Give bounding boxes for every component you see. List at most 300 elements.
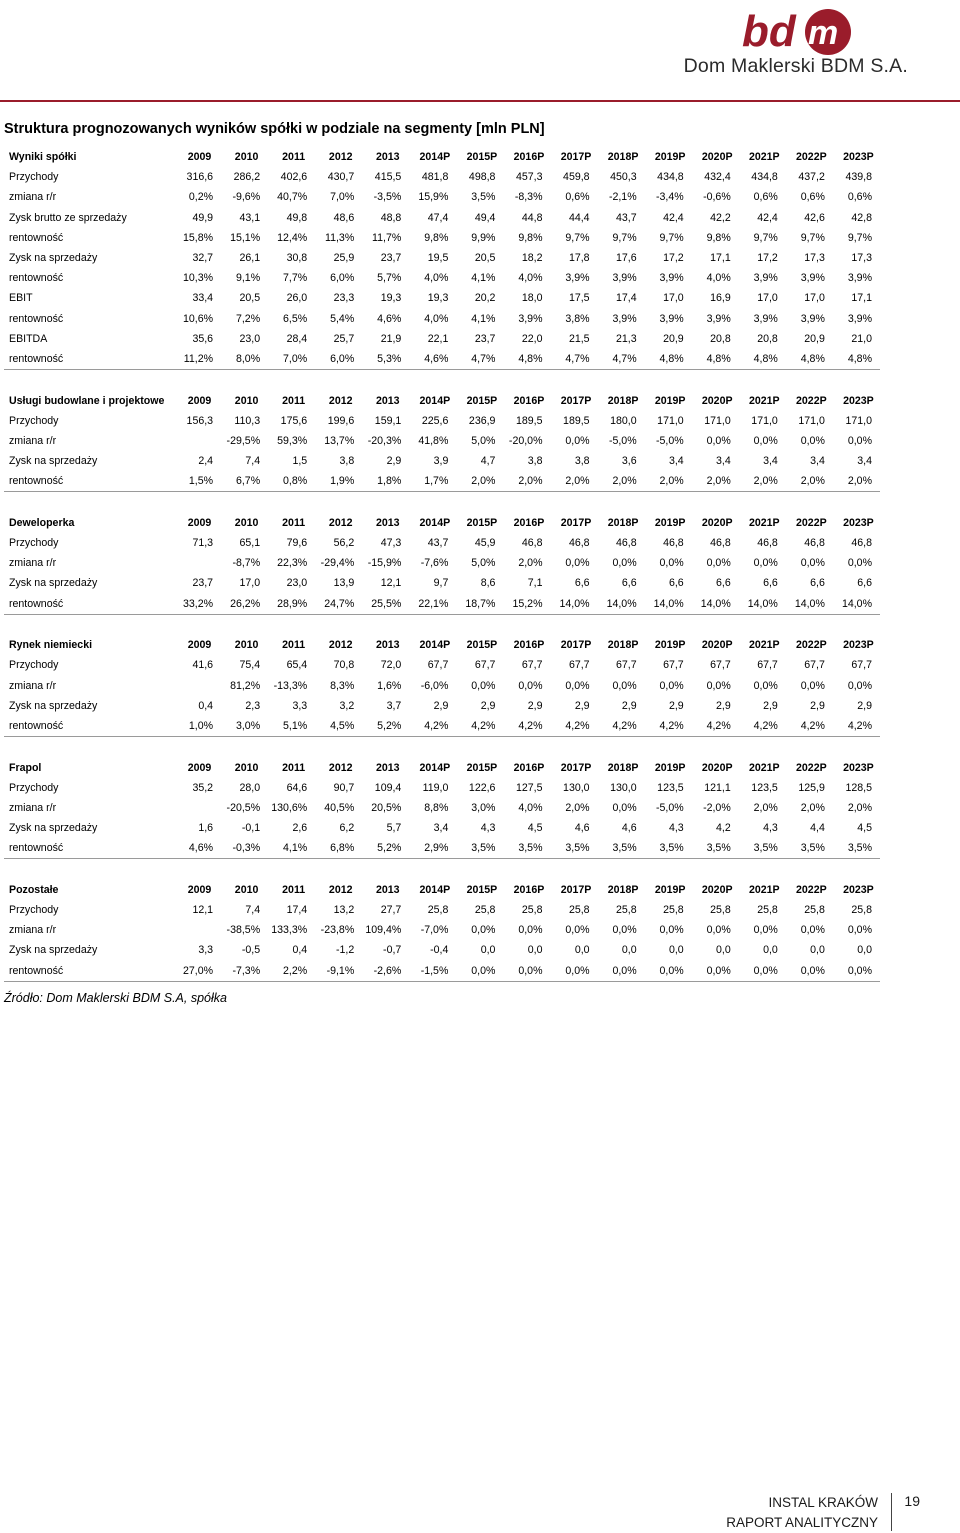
value-cell: 0,0: [621, 944, 637, 957]
value-cell: 0,0%: [503, 961, 550, 982]
row-label: rentowność: [9, 231, 64, 244]
value-cell: 4,5: [527, 822, 543, 835]
value-cell: 4,5: [857, 822, 872, 835]
value-cell: 3,9%: [800, 312, 825, 325]
value-cell: 171,0: [798, 414, 825, 427]
value-cell: -8,3%: [514, 191, 543, 204]
value-cell: 0,0%: [847, 924, 872, 937]
row-label: rentowność: [4, 961, 174, 982]
row-label: EBIT: [9, 292, 33, 305]
value-cell: 67,7: [710, 659, 731, 672]
value-cell: 67,7: [851, 659, 872, 672]
value-cell: 6,2: [339, 822, 355, 835]
year-header: 2017P: [560, 151, 592, 164]
value-cell: 46,8: [804, 537, 825, 550]
value-cell: 2,0%: [503, 471, 550, 492]
value-cell: 0,0%: [800, 924, 825, 937]
value-cell: 2,0%: [847, 801, 872, 814]
value-cell: 3,4: [857, 455, 872, 468]
value-cell: 121,1: [704, 781, 731, 794]
value-cell: 23,7: [474, 332, 496, 345]
value-cell: 4,0%: [518, 272, 543, 285]
value-cell: 25,8: [427, 904, 449, 917]
value-cell: 25,8: [757, 904, 778, 917]
value-cell: 4,0%: [424, 272, 449, 285]
header-rule: [0, 100, 960, 102]
spacer-row: [4, 614, 880, 635]
value-cell: 123,5: [751, 781, 778, 794]
value-cell: 0,0%: [565, 924, 590, 937]
value-cell: 125,9: [798, 781, 825, 794]
value-cell: 171,0: [704, 414, 731, 427]
row-label: rentowność: [4, 838, 174, 859]
value-cell: 5,7: [386, 822, 402, 835]
year-header: 2009: [187, 394, 212, 407]
year-header: 2022P: [796, 394, 827, 407]
value-cell: 28,4: [286, 332, 308, 345]
table-row: [4, 288, 880, 308]
year-header: 2009: [187, 761, 212, 774]
value-cell: 3,9%: [612, 312, 637, 325]
value-cell: 11,3%: [324, 231, 355, 244]
value-cell: [174, 798, 221, 818]
year-header: 2023P: [843, 761, 874, 774]
value-cell: 0,6%: [565, 191, 590, 204]
table-row: [4, 451, 880, 471]
year-header: 2014P: [419, 516, 451, 529]
value-cell: 5,2%: [362, 716, 409, 737]
value-cell: 17,4: [616, 292, 637, 305]
value-cell: 3,5%: [456, 838, 503, 859]
value-cell: 46,8: [663, 537, 684, 550]
value-cell: 0,0%: [518, 679, 543, 692]
value-cell: 35,6: [192, 332, 214, 345]
value-cell: 20,5: [239, 292, 261, 305]
value-cell: 33,4: [192, 292, 214, 305]
value-cell: 9,8%: [518, 231, 543, 244]
value-cell: 4,6: [574, 822, 590, 835]
segment-header-row: [4, 880, 880, 900]
value-cell: 22,0: [521, 332, 543, 345]
value-cell: 0,0%: [659, 679, 684, 692]
year-header: 2018P: [607, 151, 639, 164]
table-row: [4, 228, 880, 248]
value-cell: 3,5%: [739, 838, 786, 859]
value-cell: 439,8: [845, 171, 872, 184]
year-header: 2016P: [513, 639, 545, 652]
value-cell: 1,6: [198, 822, 214, 835]
table-row: [4, 900, 880, 920]
value-cell: 7,0%: [268, 349, 315, 370]
value-cell: 159,1: [374, 414, 402, 427]
value-cell: 42,4: [663, 211, 684, 224]
value-cell: 9,7%: [565, 231, 590, 244]
value-cell: 25,8: [710, 904, 731, 917]
value-cell: 4,2%: [786, 716, 833, 737]
value-cell: -0,7: [383, 944, 402, 957]
spacer-row: [4, 737, 880, 758]
year-header: 2011: [282, 516, 306, 529]
year-header: 2023P: [843, 639, 874, 652]
value-cell: 9,7%: [659, 231, 684, 244]
spacer-cell: [4, 370, 880, 391]
value-cell: 9,9%: [471, 231, 496, 244]
year-header: 2015P: [466, 394, 498, 407]
year-header: 2019P: [654, 761, 686, 774]
value-cell: 4,2%: [692, 716, 739, 737]
row-label: Przychody: [9, 659, 59, 672]
value-cell: 130,0: [563, 781, 590, 794]
value-cell: 6,6: [621, 577, 637, 590]
year-header: 2011: [282, 151, 306, 164]
year-header: 2011: [282, 639, 306, 652]
value-cell: 0,0%: [565, 434, 590, 447]
value-cell: 415,5: [374, 171, 402, 184]
value-cell: 18,0: [521, 292, 543, 305]
value-cell: 18,2: [521, 252, 543, 265]
value-cell: 3,9%: [847, 312, 872, 325]
year-header: 2017P: [560, 883, 592, 896]
value-cell: 0,0%: [753, 679, 778, 692]
value-cell: 3,9%: [800, 272, 825, 285]
value-cell: 25,8: [474, 904, 496, 917]
value-cell: 457,3: [515, 171, 543, 184]
value-cell: 20,9: [804, 332, 825, 345]
value-cell: 56,2: [333, 537, 355, 550]
value-cell: 122,6: [468, 781, 496, 794]
segment-name: Usługi budowlane i projektowe: [9, 394, 165, 407]
spacer-cell: [4, 859, 880, 880]
value-cell: 72,0: [380, 659, 402, 672]
value-cell: 3,2: [339, 699, 355, 712]
year-header: 2013: [375, 394, 400, 407]
footer-report-info: [726, 1493, 878, 1533]
value-cell: 3,8%: [565, 312, 590, 325]
value-cell: -20,3%: [367, 434, 402, 447]
value-cell: 67,7: [616, 659, 637, 672]
value-cell: 27,7: [380, 904, 402, 917]
value-cell: -5,0%: [656, 434, 684, 447]
value-cell: 4,2%: [456, 716, 503, 737]
year-header: 2011: [282, 761, 306, 774]
value-cell: 81,2%: [230, 679, 261, 692]
value-cell: 20,9: [663, 332, 684, 345]
value-cell: 2,0%: [518, 557, 543, 570]
row-label: Zysk na sprzedaży: [9, 822, 98, 835]
value-cell: 14,0%: [645, 594, 692, 615]
value-cell: 0,0%: [753, 434, 778, 447]
value-cell: 437,2: [798, 171, 825, 184]
value-cell: -0,5: [241, 944, 261, 957]
value-cell: 46,8: [521, 537, 543, 550]
year-header: 2016P: [513, 151, 545, 164]
value-cell: 2,0%: [598, 471, 645, 492]
value-cell: 3,5%: [645, 838, 692, 859]
value-cell: 4,8%: [692, 349, 739, 370]
value-cell: 7,4: [245, 455, 261, 468]
value-cell: 17,5: [568, 292, 590, 305]
year-header: 2013: [375, 516, 400, 529]
value-cell: 0,0: [527, 944, 543, 957]
value-cell: 119,0: [422, 781, 449, 794]
year-header: 2015P: [466, 151, 498, 164]
year-header: 2015P: [466, 883, 498, 896]
year-header: 2018P: [607, 761, 639, 774]
year-header: 2012: [328, 761, 353, 774]
value-cell: -0,6%: [703, 191, 731, 204]
value-cell: 1,9%: [315, 471, 362, 492]
value-cell: 25,8: [616, 904, 637, 917]
value-cell: 17,1: [851, 292, 872, 305]
value-cell: 0,0%: [847, 679, 872, 692]
value-cell: 4,8%: [645, 349, 692, 370]
value-cell: 0,0%: [739, 961, 786, 982]
year-header: 2009: [187, 151, 212, 164]
value-cell: 189,5: [563, 414, 590, 427]
value-cell: 4,7: [480, 455, 496, 468]
value-cell: 13,9: [333, 577, 355, 590]
year-header: 2013: [375, 639, 400, 652]
year-header: 2010: [234, 516, 259, 529]
value-cell: 3,4: [763, 455, 778, 468]
value-cell: 7,1: [527, 577, 543, 590]
value-cell: 8,3%: [330, 679, 355, 692]
segment-block: [4, 635, 880, 736]
year-header: 2019P: [654, 883, 686, 896]
value-cell: 402,6: [280, 171, 308, 184]
table-row: [4, 920, 880, 940]
value-cell: 9,7%: [800, 231, 825, 244]
table-row: [4, 208, 880, 228]
year-header: 2010: [234, 761, 259, 774]
value-cell: -7,0%: [420, 924, 449, 937]
brand-name: Dom Maklerski BDM S.A.: [683, 55, 908, 77]
value-cell: -2,1%: [608, 191, 637, 204]
value-cell: 28,9%: [268, 594, 315, 615]
value-cell: 4,8%: [786, 349, 833, 370]
value-cell: 4,7%: [551, 349, 598, 370]
value-cell: 0,0: [716, 944, 731, 957]
value-cell: 12,1: [380, 577, 402, 590]
value-cell: 30,8: [286, 252, 308, 265]
value-cell: 434,8: [657, 171, 684, 184]
value-cell: 236,9: [468, 414, 496, 427]
value-cell: 175,6: [280, 414, 308, 427]
value-cell: 4,4: [810, 822, 825, 835]
segment-block: [4, 757, 880, 858]
row-label: rentowność: [9, 312, 64, 325]
value-cell: 70,8: [333, 659, 355, 672]
year-header: 2018P: [607, 883, 639, 896]
year-header: 2009: [187, 883, 212, 896]
value-cell: 0,0%: [612, 557, 637, 570]
value-cell: 109,4%: [365, 924, 402, 937]
value-cell: [174, 431, 221, 451]
value-cell: 49,9: [192, 211, 214, 224]
value-cell: 20,5%: [371, 801, 402, 814]
year-header: 2023P: [843, 516, 874, 529]
value-cell: -1,5%: [409, 961, 456, 982]
year-header: 2010: [234, 639, 259, 652]
value-cell: 0,0%: [800, 679, 825, 692]
value-cell: 6,0%: [330, 272, 355, 285]
value-cell: 23,0: [286, 577, 308, 590]
year-header: 2021P: [748, 639, 780, 652]
value-cell: 67,7: [568, 659, 590, 672]
value-cell: 3,4: [433, 822, 449, 835]
value-cell: 199,6: [327, 414, 355, 427]
value-cell: 20,2: [474, 292, 496, 305]
value-cell: 2,0%: [692, 471, 739, 492]
segments-table: [4, 147, 880, 982]
value-cell: 432,4: [704, 171, 731, 184]
value-cell: 67,7: [804, 659, 825, 672]
value-cell: 33,2%: [174, 594, 221, 615]
value-cell: 2,6: [292, 822, 308, 835]
value-cell: 6,6: [716, 577, 731, 590]
value-cell: 26,0: [286, 292, 308, 305]
value-cell: 41,6: [192, 659, 214, 672]
row-label: rentowność: [4, 349, 174, 370]
value-cell: -29,5%: [226, 434, 261, 447]
table-row: [4, 818, 880, 838]
value-cell: 12,1: [192, 904, 214, 917]
value-cell: 0,0%: [471, 924, 496, 937]
value-cell: 14,0%: [833, 594, 880, 615]
value-cell: [174, 675, 221, 695]
year-header: 2012: [328, 151, 353, 164]
value-cell: 0,0%: [659, 924, 684, 937]
table-row: [4, 167, 880, 187]
value-cell: 3,8: [574, 455, 590, 468]
segment-block: [4, 880, 880, 981]
value-cell: 14,0%: [692, 594, 739, 615]
value-cell: 6,6: [574, 577, 590, 590]
value-cell: 4,2%: [551, 716, 598, 737]
value-cell: 14,0%: [786, 594, 833, 615]
value-cell: 15,1%: [230, 231, 261, 244]
value-cell: -1,2: [335, 944, 355, 957]
value-cell: 2,9: [763, 699, 778, 712]
value-cell: 46,8: [710, 537, 731, 550]
year-header: 2020P: [701, 639, 733, 652]
value-cell: 1,5%: [174, 471, 221, 492]
value-cell: 4,7%: [598, 349, 645, 370]
row-label: zmiana r/r: [9, 191, 57, 204]
value-cell: 21,3: [616, 332, 637, 345]
page-number: 19: [904, 1493, 920, 1509]
value-cell: 40,5%: [324, 801, 355, 814]
value-cell: 67,7: [427, 659, 449, 672]
value-cell: -0,1: [241, 822, 261, 835]
value-cell: 4,1%: [471, 272, 496, 285]
value-cell: 3,8: [527, 455, 543, 468]
value-cell: 0,0%: [786, 961, 833, 982]
value-cell: 21,5: [568, 332, 590, 345]
value-cell: 26,2%: [221, 594, 268, 615]
value-cell: 2,9: [668, 699, 684, 712]
value-cell: 6,6: [668, 577, 684, 590]
value-cell: 2,9: [810, 699, 825, 712]
year-header: 2022P: [796, 883, 827, 896]
value-cell: 9,8%: [706, 231, 731, 244]
svg-text:m: m: [808, 14, 839, 52]
value-cell: 4,6%: [377, 312, 402, 325]
value-cell: 128,5: [845, 781, 872, 794]
row-label: Przychody: [9, 537, 59, 550]
value-cell: 0,0%: [800, 557, 825, 570]
value-cell: 4,0%: [706, 272, 731, 285]
value-cell: 0,0%: [706, 924, 731, 937]
value-cell: 2,0%: [456, 471, 503, 492]
segment-spacer: [4, 614, 880, 635]
value-cell: 17,3: [804, 252, 825, 265]
value-cell: 0,0%: [645, 961, 692, 982]
segment-header-row: [4, 390, 880, 410]
value-cell: 171,0: [751, 414, 778, 427]
value-cell: 41,8%: [418, 434, 449, 447]
segment-name: Deweloperka: [9, 516, 75, 529]
value-cell: 3,4: [668, 455, 684, 468]
year-header: 2018P: [607, 516, 639, 529]
value-cell: 67,7: [663, 659, 684, 672]
value-cell: 4,1%: [268, 838, 315, 859]
value-cell: 0,4: [292, 944, 308, 957]
value-cell: 6,8%: [315, 838, 362, 859]
value-cell: 4,2%: [503, 716, 550, 737]
value-cell: 130,0: [610, 781, 637, 794]
value-cell: 109,4: [374, 781, 402, 794]
value-cell: 2,0%: [739, 471, 786, 492]
value-cell: 430,7: [327, 171, 355, 184]
value-cell: 42,8: [851, 211, 872, 224]
value-cell: 19,3: [427, 292, 449, 305]
value-cell: 5,0%: [471, 434, 496, 447]
footer-report-type: RAPORT ANALITYCZNY: [726, 1515, 878, 1530]
year-header: 2014P: [419, 394, 451, 407]
year-header: 2017P: [560, 639, 592, 652]
value-cell: 17,4: [286, 904, 308, 917]
year-header: 2010: [234, 151, 259, 164]
segment-name: Pozostałe: [9, 883, 59, 896]
year-header: 2011: [282, 883, 306, 896]
value-cell: 3,5%: [551, 838, 598, 859]
table-row: [4, 248, 880, 268]
row-label: Przychody: [9, 904, 59, 917]
value-cell: 8,0%: [221, 349, 268, 370]
segment-spacer: [4, 737, 880, 758]
value-cell: 44,4: [568, 211, 590, 224]
value-cell: 0,6%: [753, 191, 778, 204]
table-row: [4, 553, 880, 573]
value-cell: 8,8%: [424, 801, 449, 814]
value-cell: 0,0%: [565, 679, 590, 692]
value-cell: 3,4: [716, 455, 731, 468]
value-cell: 71,3: [192, 537, 214, 550]
year-header: 2020P: [701, 394, 733, 407]
value-cell: 43,1: [239, 211, 261, 224]
value-cell: 3,9%: [565, 272, 590, 285]
segment-block: [4, 513, 880, 614]
value-cell: 481,8: [421, 171, 449, 184]
value-cell: 4,2%: [645, 716, 692, 737]
value-cell: 3,3: [292, 699, 308, 712]
spacer-row: [4, 859, 880, 880]
value-cell: 59,3%: [277, 434, 308, 447]
value-cell: 0,0%: [847, 557, 872, 570]
value-cell: 3,9%: [659, 272, 684, 285]
value-cell: 3,9%: [706, 312, 731, 325]
